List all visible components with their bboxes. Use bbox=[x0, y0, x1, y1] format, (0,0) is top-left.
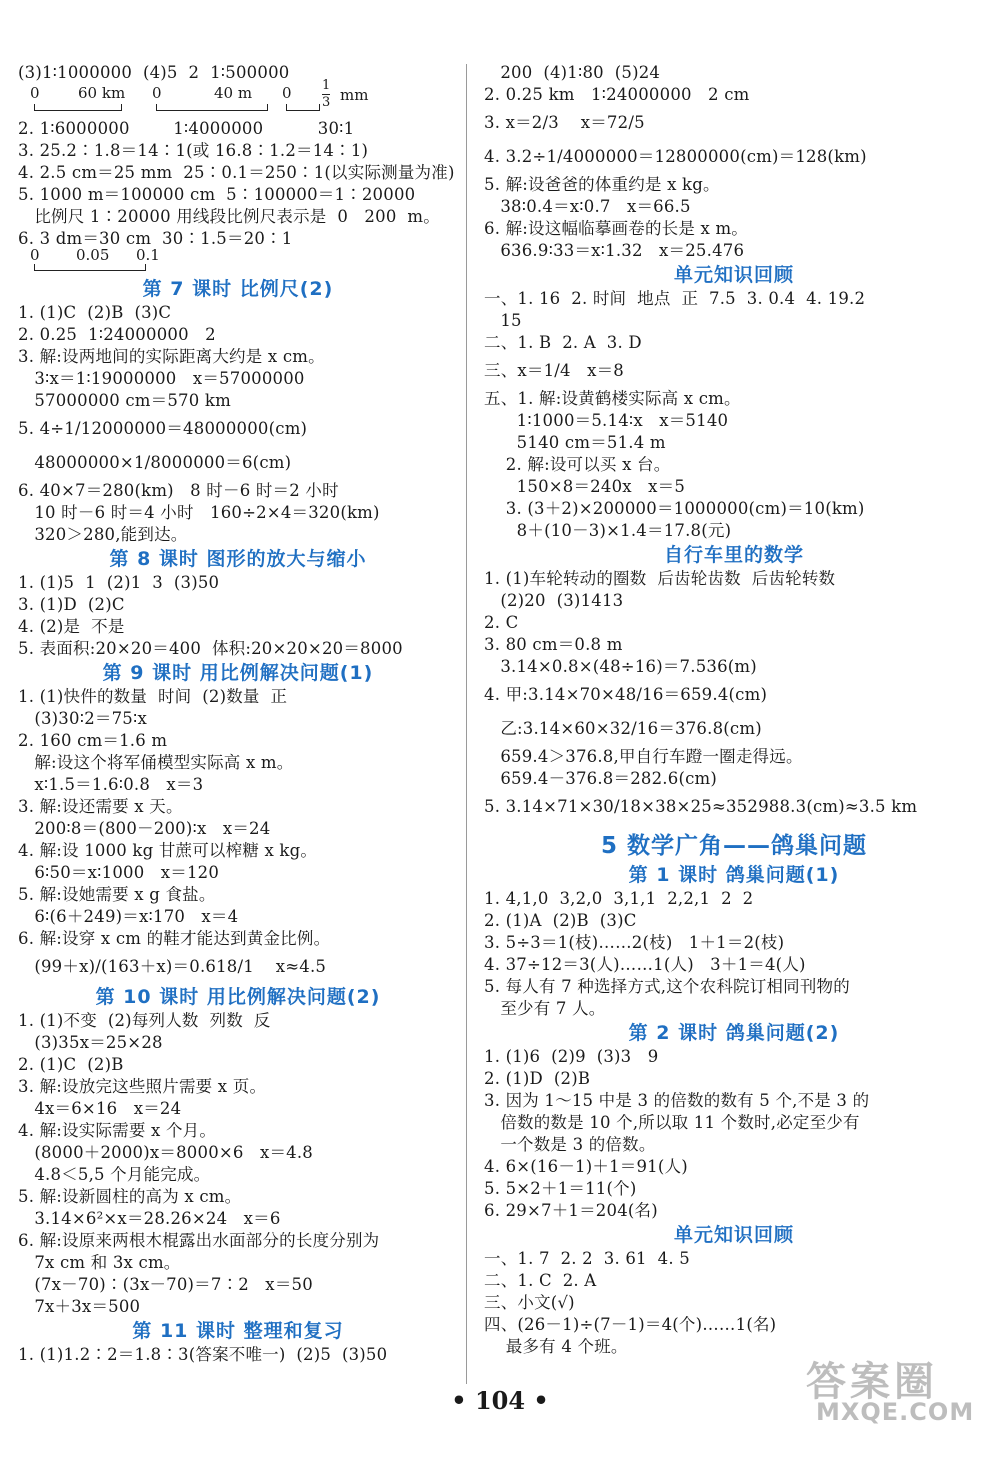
answer-line: 38∶0.4＝x∶0.7 x＝66.5 bbox=[484, 197, 691, 216]
answer-line: 一个数是 3 的倍数。 bbox=[484, 1135, 656, 1154]
answer-line: 3. 解:设放完这些照片需要 x 页。 bbox=[18, 1077, 267, 1096]
answer-line: 4. 甲:3.14×70×48/16＝659.4(cm) bbox=[484, 685, 768, 704]
answer-line: 5. 5×2＋1＝11(个) bbox=[484, 1179, 637, 1198]
answer-line: 3.14×6²×x＝28.26×24 x＝6 bbox=[18, 1209, 281, 1228]
answer-line: 4x＝6×16 x＝24 bbox=[18, 1099, 182, 1118]
answer-line: 150×8＝240x x＝5 bbox=[484, 477, 686, 496]
answer-line: 一、1. 16 2. 时间 地点 正 7.5 3. 0.4 4. 19.2 bbox=[484, 289, 866, 308]
answer-line: 2. C bbox=[484, 613, 519, 632]
section-heading-lesson-11: 第 11 课时 整理和复习 bbox=[132, 1320, 344, 1342]
answer-line: 3. 因为 1～15 中是 3 的倍数的数有 5 个,不是 3 的 bbox=[484, 1091, 870, 1110]
answer-line: 3. 解:设还需要 x 天。 bbox=[18, 797, 183, 816]
answer-line: 3. x＝2/3 x＝72/5 bbox=[484, 113, 645, 132]
scale-label: 0.1 bbox=[136, 246, 160, 264]
right-column bbox=[484, 62, 984, 1358]
answer-line: 7x cm 和 3x cm。 bbox=[18, 1253, 181, 1272]
scale-bars-row bbox=[18, 78, 458, 118]
scale-unit: mm bbox=[340, 86, 369, 104]
answer-line: 4. 37÷12＝3(人)……1(人) 3＋1＝4(人) bbox=[484, 955, 806, 974]
answer-line: 659.4－376.8＝282.6(cm) bbox=[484, 769, 718, 788]
answer-line: 6. 解:设原来两根木棍露出水面部分的长度分别为 bbox=[18, 1231, 380, 1250]
answer-line: 1. (1)5 1 (2)1 3 (3)50 bbox=[18, 573, 220, 592]
answer-line: 三、x＝1/4 x＝8 bbox=[484, 361, 624, 380]
watermark-url: MXQE.COM bbox=[816, 1398, 975, 1426]
answer-line: 2. (1)C (2)B bbox=[18, 1055, 124, 1074]
scale-label: 0.05 bbox=[76, 246, 110, 264]
answer-line: 2. (1)A (2)B (3)C bbox=[484, 911, 637, 930]
answer-line: 8＋(10－3)×1.4＝17.8(元) bbox=[484, 521, 732, 540]
answer-line: 二、1. B 2. A 3. D bbox=[484, 333, 642, 352]
unit-heading-pigeonhole: 5 数学广角——鸽巢问题 bbox=[600, 833, 867, 859]
answer-line: 5140 cm＝51.4 m bbox=[484, 433, 666, 452]
answer-line: 57000000 cm＝570 km bbox=[18, 391, 231, 410]
answer-line: 3. (3＋2)×200000＝1000000(cm)＝10(km) bbox=[484, 499, 865, 518]
section-heading-pigeonhole-2: 第 2 课时 鸽巢问题(2) bbox=[628, 1022, 840, 1044]
answer-line: 2. 0.25 1∶24000000 2 bbox=[18, 325, 216, 344]
section-heading-bicycle-math: 自行车里的数学 bbox=[663, 544, 804, 566]
answer-line: 最多有 4 个班。 bbox=[484, 1337, 628, 1356]
watermark-text: 答案圈 bbox=[806, 1359, 938, 1405]
answer-line: 2. (1)D (2)B bbox=[484, 1069, 591, 1088]
answer-line: 6. 解:设穿 x cm 的鞋才能达到黄金比例。 bbox=[18, 929, 331, 948]
answer-line: 1∶1000＝5.14∶x x＝5140 bbox=[484, 411, 729, 430]
answer-line: (3)30∶2＝75∶x bbox=[18, 709, 147, 728]
answer-line: 1. (1)1.2∶2＝1.8∶3(答案不唯一) (2)5 (3)50 bbox=[18, 1345, 388, 1364]
answer-line: 3∶x＝1∶19000000 x＝57000000 bbox=[18, 369, 305, 388]
answer-line: 1. (1)车轮转动的圈数 后齿轮齿数 后齿轮转数 bbox=[484, 569, 836, 588]
answer-line: (99＋x)/(163＋x)＝0.618/1 x≈4.5 bbox=[18, 957, 327, 976]
fraction-numerator: 1 bbox=[322, 78, 331, 93]
answer-line: 2. 0.25 km 1∶24000000 2 cm bbox=[484, 85, 750, 104]
answer-line: 1. (1)快件的数量 时间 (2)数量 正 bbox=[18, 687, 288, 706]
answer-line: (3)1∶1000000 (4)5 2 1∶500000 bbox=[18, 63, 290, 82]
answer-line: 一、1. 7 2. 2 3. 61 4. 5 bbox=[484, 1249, 690, 1268]
answer-line: 5. 每人有 7 种选择方式,这个农科院订相同刊物的 bbox=[484, 977, 850, 996]
answer-line: (7x－70)∶(3x－70)＝7∶2 x＝50 bbox=[18, 1275, 313, 1294]
answer-line: 48000000×1/8000000＝6(cm) bbox=[18, 453, 292, 472]
section-heading-lesson-7: 第 7 课时 比例尺(2) bbox=[142, 278, 334, 300]
section-heading-pigeonhole-1: 第 1 课时 鸽巢问题(1) bbox=[628, 864, 840, 886]
answer-line: 2. 解:设可以买 x 台。 bbox=[484, 455, 671, 474]
answer-line: 2. 160 cm＝1.6 m bbox=[18, 731, 168, 750]
answer-line: 3. 5÷3＝1(枝)……2(枝) 1＋1＝2(枝) bbox=[484, 933, 785, 952]
answer-line: 3. 解:设两地间的实际距离大约是 x cm。 bbox=[18, 347, 325, 366]
answer-line: 1. (1)6 (2)9 (3)3 9 bbox=[484, 1047, 659, 1066]
section-heading-lesson-10: 第 10 课时 用比例解决问题(2) bbox=[95, 986, 381, 1008]
answer-line: 5. 解:设新圆柱的高为 x cm。 bbox=[18, 1187, 242, 1206]
answer-line: 比例尺 1∶20000 用线段比例尺表示是 0 200 m。 bbox=[18, 207, 440, 226]
answer-line: 4. 6×(16－1)＋1＝91(人) bbox=[484, 1157, 688, 1176]
scale-label: 0 bbox=[152, 84, 162, 102]
answer-line: x∶1.5＝1.6∶0.8 x＝3 bbox=[18, 775, 204, 794]
answer-line: 10 时－6 时＝4 小时 160÷2×4＝320(km) bbox=[18, 503, 380, 522]
answer-line: 5. 1000 m＝100000 cm 5∶100000＝1∶20000 bbox=[18, 185, 416, 204]
column-divider bbox=[466, 64, 467, 1384]
scale-label: 0 bbox=[30, 84, 40, 102]
answer-line: 659.4＞376.8,甲自行车蹬一圈走得远。 bbox=[484, 747, 803, 766]
answer-line: 3. 25.2∶1.8＝14∶1(或 16.8∶1.2＝14∶1) bbox=[18, 141, 369, 160]
answer-line: (8000＋2000)x＝8000×6 x＝4.8 bbox=[18, 1143, 313, 1162]
answer-line: 4.8＜5,5 个月能完成。 bbox=[18, 1165, 211, 1184]
section-heading-unit-review-2: 单元知识回顾 bbox=[673, 1224, 794, 1246]
fraction-denominator: 3 bbox=[322, 95, 331, 110]
answer-line: 200∶8＝(800－200)∶x x＝24 bbox=[18, 819, 271, 838]
answer-line: 6. 解:设这幅临摹画卷的长是 x m。 bbox=[484, 219, 748, 238]
scale-label: 60 km bbox=[78, 84, 126, 102]
answer-line: 1. (1)C (2)B (3)C bbox=[18, 303, 172, 322]
answer-line: 6. 3 dm＝30 cm 30∶1.5＝20∶1 bbox=[18, 229, 293, 248]
answer-line: 3. (1)D (2)C bbox=[18, 595, 125, 614]
answer-line: 5. 解:设她需要 x g 食盐。 bbox=[18, 885, 216, 904]
answer-line: 6∶(6＋249)＝x∶170 x＝4 bbox=[18, 907, 239, 926]
answer-line: 6. 29×7＋1＝204(名) bbox=[484, 1201, 658, 1220]
answer-line: 4. 3.2÷1/4000000＝12800000(cm)＝128(km) bbox=[484, 147, 867, 166]
answer-line: 320＞280,能到达。 bbox=[18, 525, 188, 544]
left-column bbox=[18, 62, 458, 1366]
scale-label: 0 bbox=[282, 84, 292, 102]
section-heading-lesson-8: 第 8 课时 图形的放大与缩小 bbox=[109, 548, 367, 570]
answer-line: 15 bbox=[484, 311, 522, 330]
answer-line: 636.9∶33＝x∶1.32 x＝25.476 bbox=[484, 241, 745, 260]
answer-line: (2)20 (3)1413 bbox=[484, 591, 624, 610]
answer-line: 7x＋3x＝500 bbox=[18, 1297, 141, 1316]
answer-line: 2. 1∶6000000 1∶4000000 30∶1 bbox=[18, 119, 355, 138]
answer-line: (3)35x＝25×28 bbox=[18, 1033, 163, 1052]
scale-label: 40 m bbox=[214, 84, 253, 102]
watermark-logo bbox=[786, 1350, 976, 1430]
answer-line: 至少有 7 人。 bbox=[484, 999, 606, 1018]
answer-line: 4. 解:设 1000 kg 甘蔗可以榨糖 x kg。 bbox=[18, 841, 318, 860]
answer-line: 五、1. 解:设黄鹤楼实际高 x cm。 bbox=[484, 389, 741, 408]
section-heading-lesson-9: 第 9 课时 用比例解决问题(1) bbox=[102, 662, 374, 684]
answer-line: 1. 4,1,0 3,2,0 3,1,1 2,2,1 2 2 bbox=[484, 889, 754, 908]
page-number: • 104 • bbox=[451, 1386, 549, 1415]
answer-line: 6∶50＝x∶1000 x＝120 bbox=[18, 863, 220, 882]
answer-line: 200 (4)1∶80 (5)24 bbox=[484, 63, 661, 82]
answer-line: 5. 表面积:20×20＝400 体积:20×20×20＝8000 bbox=[18, 639, 403, 658]
answer-line: 3. 80 cm＝0.8 m bbox=[484, 635, 623, 654]
answer-line: 三、小文(√) bbox=[484, 1293, 575, 1312]
answer-line: 4. 解:设实际需要 x 个月。 bbox=[18, 1121, 217, 1140]
answer-line: 解:设这个将军俑模型实际高 x m。 bbox=[18, 753, 294, 772]
answer-line: 四、(26－1)÷(7－1)＝4(个)……1(名) bbox=[484, 1315, 777, 1334]
scale-label: 0 bbox=[30, 246, 40, 264]
answer-line: 乙:3.14×60×32/16＝376.8(cm) bbox=[484, 719, 762, 738]
answer-line: 5. 4÷1/12000000＝48000000(cm) bbox=[18, 419, 308, 438]
answer-line: 4. 2.5 cm＝25 mm 25∶0.1＝250∶1(以实际测量为准) bbox=[18, 163, 455, 182]
answer-line: 二、1. C 2. A bbox=[484, 1271, 597, 1290]
answer-line: 6. 40×7＝280(km) 8 时－6 时＝2 小时 bbox=[18, 481, 339, 500]
answer-line: 5. 3.14×71×30/18×38×25≈352988.3(cm)≈3.5 km bbox=[484, 797, 918, 816]
answer-line: 4. (2)是 不是 bbox=[18, 617, 125, 636]
answer-line: 3.14×0.8×(48÷16)＝7.536(m) bbox=[484, 657, 757, 676]
answer-line: 1. (1)不变 (2)每列人数 列数 反 bbox=[18, 1011, 271, 1030]
section-heading-unit-review: 单元知识回顾 bbox=[673, 264, 794, 286]
answer-line: 倍数的数是 10 个,所以取 11 个数时,必定至少有 bbox=[484, 1113, 860, 1132]
answer-line: 5. 解:设爸爸的体重约是 x kg。 bbox=[484, 175, 720, 194]
scale-bar-6 bbox=[18, 246, 458, 276]
